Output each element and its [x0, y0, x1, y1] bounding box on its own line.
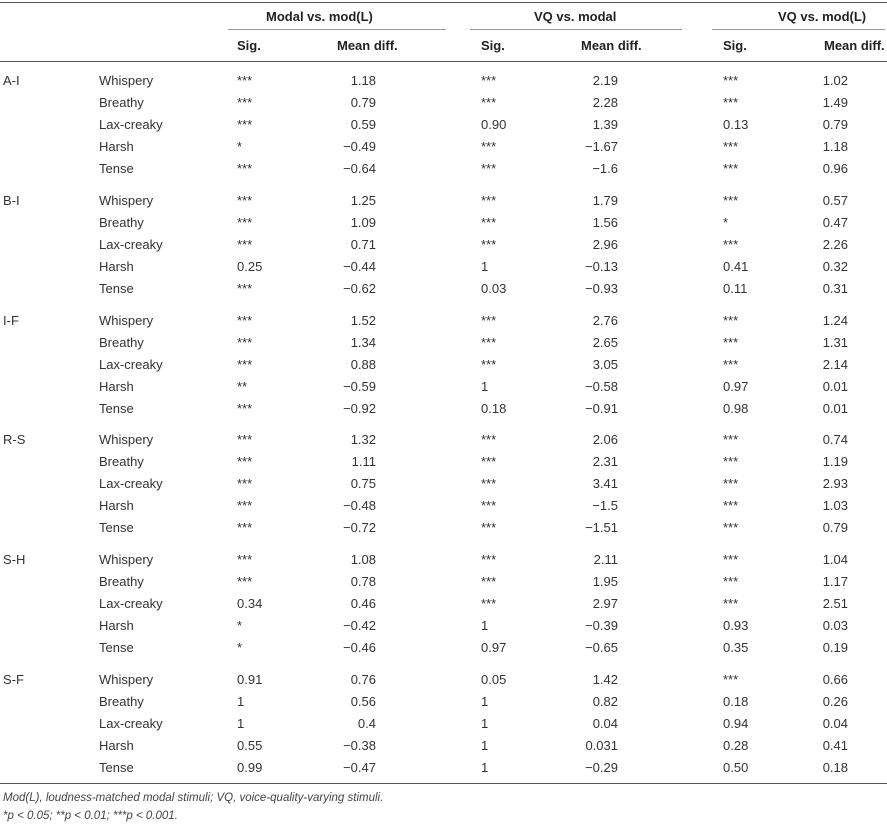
- mean-diff-cell: −1.67: [585, 139, 618, 154]
- sig-cell: ***: [723, 672, 739, 687]
- mean-diff-cell: 0.31: [822, 281, 848, 296]
- row-label: Whispery: [99, 193, 154, 208]
- sig-cell: 0.94: [723, 716, 749, 731]
- mean-diff-cell: 0.79: [822, 117, 848, 132]
- mean-diff-cell: −0.59: [343, 379, 376, 394]
- col-header-mean-2: Mean diff.: [581, 38, 642, 53]
- col-header-mean-1: Mean diff.: [337, 38, 398, 53]
- sig-cell: ***: [481, 432, 497, 447]
- mean-diff-cell: −1.5: [592, 498, 618, 513]
- sig-cell: ***: [481, 313, 497, 328]
- sig-cell: ***: [481, 193, 497, 208]
- mean-diff-cell: 2.31: [592, 454, 618, 469]
- mean-diff-cell: 1.03: [822, 498, 848, 513]
- sig-cell: ***: [723, 313, 739, 328]
- sig-cell: ***: [237, 335, 253, 350]
- sig-cell: ***: [237, 237, 253, 252]
- mean-diff-cell: 2.28: [592, 95, 618, 110]
- mean-diff-cell: 1.39: [592, 117, 618, 132]
- mean-diff-cell: 0.56: [350, 694, 376, 709]
- sig-cell: ***: [481, 552, 497, 567]
- mean-diff-cell: −0.48: [343, 498, 376, 513]
- footnote-abbreviations: Mod(L), loudness-matched modal stimuli; VQ, voice-quality-varying stimuli.: [3, 792, 384, 804]
- sig-cell: ***: [723, 432, 739, 447]
- sig-cell: ***: [481, 215, 497, 230]
- sig-cell: ***: [723, 476, 739, 491]
- mean-diff-cell: 2.26: [822, 237, 848, 252]
- mean-diff-cell: 0.88: [350, 357, 376, 372]
- sig-cell: ***: [237, 454, 253, 469]
- sig-cell: ***: [237, 313, 253, 328]
- row-label: Lax-creaky: [99, 596, 163, 611]
- mean-diff-cell: 2.19: [592, 73, 618, 88]
- row-label: Whispery: [99, 672, 154, 687]
- mean-diff-cell: 0.79: [350, 95, 376, 110]
- mean-diff-cell: 0.03: [822, 618, 848, 633]
- mean-diff-cell: 0.031: [585, 738, 618, 753]
- mean-diff-cell: 0.82: [592, 694, 618, 709]
- mean-diff-cell: −0.62: [343, 281, 376, 296]
- sig-cell: ***: [237, 161, 253, 176]
- mean-diff-cell: 3.05: [592, 357, 618, 372]
- sig-cell: *: [723, 215, 729, 230]
- row-label: Breathy: [99, 215, 144, 230]
- sig-cell: 0.97: [723, 379, 749, 394]
- sig-cell: ***: [481, 476, 497, 491]
- row-label: Whispery: [99, 73, 154, 88]
- sig-cell: ***: [723, 161, 739, 176]
- mean-diff-cell: 2.65: [592, 335, 618, 350]
- col-header-mean-3: Mean diff.: [824, 38, 885, 53]
- sig-cell: 0.50: [723, 760, 749, 775]
- sig-cell: 1: [481, 618, 489, 633]
- mean-diff-cell: 0.26: [822, 694, 848, 709]
- row-label: Tense: [99, 401, 134, 416]
- row-label: Lax-creaky: [99, 357, 163, 372]
- mean-diff-cell: 1.04: [822, 552, 848, 567]
- section-label: I-F: [3, 313, 19, 328]
- mean-diff-cell: −0.47: [343, 760, 376, 775]
- sig-cell: 0.25: [237, 259, 263, 274]
- mean-diff-cell: 0.76: [350, 672, 376, 687]
- sig-cell: 0.41: [723, 259, 749, 274]
- mean-diff-cell: 2.76: [592, 313, 618, 328]
- mean-diff-cell: 2.97: [592, 596, 618, 611]
- mean-diff-cell: 1.25: [350, 193, 376, 208]
- sig-cell: 0.03: [481, 281, 507, 296]
- mean-diff-cell: −0.42: [343, 618, 376, 633]
- sig-cell: 0.13: [723, 117, 749, 132]
- mean-diff-cell: 0.04: [592, 716, 618, 731]
- sig-cell: 0.05: [481, 672, 507, 687]
- mean-diff-cell: −0.72: [343, 520, 376, 535]
- mean-diff-cell: 0.59: [350, 117, 376, 132]
- sig-cell: 1: [481, 738, 489, 753]
- mean-diff-cell: 1.56: [592, 215, 618, 230]
- mean-diff-cell: −0.44: [343, 259, 376, 274]
- mean-diff-cell: 1.08: [350, 552, 376, 567]
- mean-diff-cell: 0.46: [350, 596, 376, 611]
- sig-cell: *: [237, 640, 243, 655]
- col-header-sig-1: Sig.: [237, 38, 261, 53]
- group-header-modal-vs-modl: Modal vs. mod(L): [266, 9, 373, 24]
- row-label: Harsh: [99, 738, 134, 753]
- row-label: Tense: [99, 161, 134, 176]
- mean-diff-cell: −0.64: [343, 161, 376, 176]
- sig-cell: ***: [481, 237, 497, 252]
- sig-cell: ***: [723, 193, 739, 208]
- sig-cell: *: [237, 139, 243, 154]
- mean-diff-cell: 1.31: [822, 335, 848, 350]
- sig-cell: ***: [237, 401, 253, 416]
- sig-cell: ***: [481, 596, 497, 611]
- sig-cell: ***: [481, 139, 497, 154]
- row-label: Harsh: [99, 259, 134, 274]
- row-label: Lax-creaky: [99, 237, 163, 252]
- sig-cell: ***: [481, 454, 497, 469]
- mean-diff-cell: −0.13: [585, 259, 618, 274]
- row-label: Breathy: [99, 335, 144, 350]
- row-label: Lax-creaky: [99, 716, 163, 731]
- mean-diff-cell: 0.18: [822, 760, 848, 775]
- mean-diff-cell: 0.19: [822, 640, 848, 655]
- sig-cell: ***: [237, 117, 253, 132]
- mean-diff-cell: −0.39: [585, 618, 618, 633]
- mean-diff-cell: −0.49: [343, 139, 376, 154]
- sig-cell: 1: [481, 379, 489, 394]
- mean-diff-cell: 0.75: [350, 476, 376, 491]
- sig-cell: ***: [723, 596, 739, 611]
- sig-cell: **: [237, 379, 248, 394]
- sig-cell: 0.18: [723, 694, 749, 709]
- sig-cell: ***: [237, 193, 253, 208]
- sig-cell: ***: [481, 520, 497, 535]
- row-label: Lax-creaky: [99, 117, 163, 132]
- mean-diff-cell: −0.29: [585, 760, 618, 775]
- mean-diff-cell: 2.51: [822, 596, 848, 611]
- mean-diff-cell: 0.78: [350, 574, 376, 589]
- section-label: A-I: [3, 73, 20, 88]
- row-label: Harsh: [99, 618, 134, 633]
- col-header-sig-3: Sig.: [723, 38, 747, 53]
- row-label: Breathy: [99, 694, 144, 709]
- sig-cell: ***: [723, 357, 739, 372]
- mean-diff-cell: 2.14: [822, 357, 848, 372]
- row-label: Lax-creaky: [99, 476, 163, 491]
- mean-diff-cell: 1.34: [350, 335, 376, 350]
- sig-cell: ***: [237, 498, 253, 513]
- row-label: Harsh: [99, 139, 134, 154]
- sig-cell: 1: [481, 760, 489, 775]
- sig-cell: 1: [237, 694, 245, 709]
- mean-diff-cell: 1.24: [822, 313, 848, 328]
- mean-diff-cell: 1.18: [822, 139, 848, 154]
- sig-cell: 1: [481, 694, 489, 709]
- sig-cell: ***: [723, 95, 739, 110]
- mean-diff-cell: 1.18: [350, 73, 376, 88]
- sig-cell: ***: [481, 574, 497, 589]
- row-label: Harsh: [99, 379, 134, 394]
- row-label: Whispery: [99, 313, 154, 328]
- mean-diff-cell: 1.52: [350, 313, 376, 328]
- sig-cell: ***: [723, 237, 739, 252]
- sig-cell: 0.11: [723, 281, 748, 296]
- sig-cell: ***: [237, 432, 253, 447]
- row-label: Breathy: [99, 574, 144, 589]
- mean-diff-cell: 1.19: [822, 454, 848, 469]
- row-label: Whispery: [99, 432, 154, 447]
- row-label: Tense: [99, 281, 134, 296]
- sig-cell: ***: [237, 281, 253, 296]
- sig-cell: ***: [237, 552, 253, 567]
- sig-cell: ***: [237, 520, 253, 535]
- mean-diff-cell: 0.57: [822, 193, 848, 208]
- group-underline-3: [712, 29, 885, 30]
- section-label: R-S: [3, 432, 26, 447]
- sig-cell: 0.28: [723, 738, 749, 753]
- mean-diff-cell: 0.74: [822, 432, 848, 447]
- sig-cell: 0.98: [723, 401, 749, 416]
- sig-cell: 0.93: [723, 618, 749, 633]
- mean-diff-cell: 1.79: [592, 193, 618, 208]
- sig-cell: ***: [723, 73, 739, 88]
- mean-diff-cell: 0.66: [822, 672, 848, 687]
- mean-diff-cell: −0.38: [343, 738, 376, 753]
- sig-cell: ***: [723, 498, 739, 513]
- mean-diff-cell: 0.96: [822, 161, 848, 176]
- mean-diff-cell: 1.49: [822, 95, 848, 110]
- sig-cell: ***: [723, 139, 739, 154]
- row-label: Breathy: [99, 95, 144, 110]
- sig-cell: 1: [237, 716, 245, 731]
- footnote-significance: *p < 0.05; **p < 0.01; ***p < 0.001.: [3, 810, 178, 822]
- sig-cell: 0.97: [481, 640, 507, 655]
- sig-cell: 0.35: [723, 640, 749, 655]
- group-header-vq-vs-modl: VQ vs. mod(L): [778, 9, 867, 24]
- mean-diff-cell: 2.11: [593, 552, 618, 567]
- mean-diff-cell: 0.04: [822, 716, 848, 731]
- sig-cell: ***: [237, 357, 253, 372]
- mean-diff-cell: 1.02: [822, 73, 848, 88]
- sig-cell: ***: [481, 498, 497, 513]
- mean-diff-cell: −0.93: [585, 281, 618, 296]
- mean-diff-cell: −0.92: [343, 401, 376, 416]
- mean-diff-cell: 1.09: [350, 215, 376, 230]
- sig-cell: ***: [237, 95, 253, 110]
- sig-cell: ***: [481, 357, 497, 372]
- row-label: Tense: [99, 640, 134, 655]
- sig-cell: *: [237, 618, 243, 633]
- sig-cell: ***: [723, 335, 739, 350]
- col-header-sig-2: Sig.: [481, 38, 505, 53]
- mean-diff-cell: 0.79: [822, 520, 848, 535]
- sig-cell: ***: [237, 476, 253, 491]
- mean-diff-cell: 1.95: [592, 574, 618, 589]
- row-label: Whispery: [99, 552, 154, 567]
- mean-diff-cell: −0.46: [343, 640, 376, 655]
- mean-diff-cell: 1.32: [350, 432, 376, 447]
- mean-diff-cell: −0.91: [585, 401, 618, 416]
- sig-cell: ***: [237, 215, 253, 230]
- sig-cell: 0.99: [237, 760, 263, 775]
- section-label: S-F: [3, 672, 24, 687]
- mean-diff-cell: 0.4: [357, 716, 376, 731]
- sig-cell: 0.34: [237, 596, 263, 611]
- mean-diff-cell: 1.42: [592, 672, 618, 687]
- mean-diff-cell: 0.47: [822, 215, 848, 230]
- sig-cell: ***: [723, 574, 739, 589]
- sig-cell: 1: [481, 259, 489, 274]
- mean-diff-cell: 1.11: [351, 454, 376, 469]
- section-label: B-I: [3, 193, 20, 208]
- sig-cell: ***: [481, 73, 497, 88]
- mean-diff-cell: 0.01: [822, 401, 848, 416]
- sig-cell: ***: [237, 73, 253, 88]
- mean-diff-cell: 0.01: [822, 379, 848, 394]
- header-bottom-rule: [0, 61, 887, 62]
- sig-cell: ***: [723, 552, 739, 567]
- mean-diff-cell: 0.32: [822, 259, 848, 274]
- sig-cell: 0.18: [481, 401, 507, 416]
- sig-cell: ***: [481, 335, 497, 350]
- table-bottom-rule: [0, 783, 887, 784]
- row-label: Harsh: [99, 498, 134, 513]
- group-header-vq-vs-modal: VQ vs. modal: [534, 9, 617, 24]
- mean-diff-cell: −1.51: [585, 520, 618, 535]
- mean-diff-cell: 2.96: [592, 237, 618, 252]
- mean-diff-cell: −0.58: [585, 379, 618, 394]
- mean-diff-cell: 2.06: [592, 432, 618, 447]
- mean-diff-cell: −1.6: [592, 161, 618, 176]
- row-label: Tense: [99, 520, 134, 535]
- sig-cell: ***: [481, 95, 497, 110]
- group-underline-2: [470, 29, 682, 30]
- sig-cell: 0.55: [237, 738, 263, 753]
- sig-cell: ***: [723, 454, 739, 469]
- mean-diff-cell: 3.41: [592, 476, 618, 491]
- table-top-rule: [0, 2, 887, 3]
- mean-diff-cell: −0.65: [585, 640, 618, 655]
- mean-diff-cell: 0.41: [822, 738, 848, 753]
- sig-cell: ***: [723, 520, 739, 535]
- section-label: S-H: [3, 552, 26, 567]
- sig-cell: 1: [481, 716, 489, 731]
- mean-diff-cell: 2.93: [822, 476, 848, 491]
- sig-cell: 0.90: [481, 117, 507, 132]
- row-label: Breathy: [99, 454, 144, 469]
- sig-cell: 0.91: [237, 672, 263, 687]
- sig-cell: ***: [237, 574, 253, 589]
- mean-diff-cell: 1.17: [822, 574, 848, 589]
- row-label: Tense: [99, 760, 134, 775]
- group-underline-1: [228, 29, 446, 30]
- mean-diff-cell: 0.71: [350, 237, 376, 252]
- sig-cell: ***: [481, 161, 497, 176]
